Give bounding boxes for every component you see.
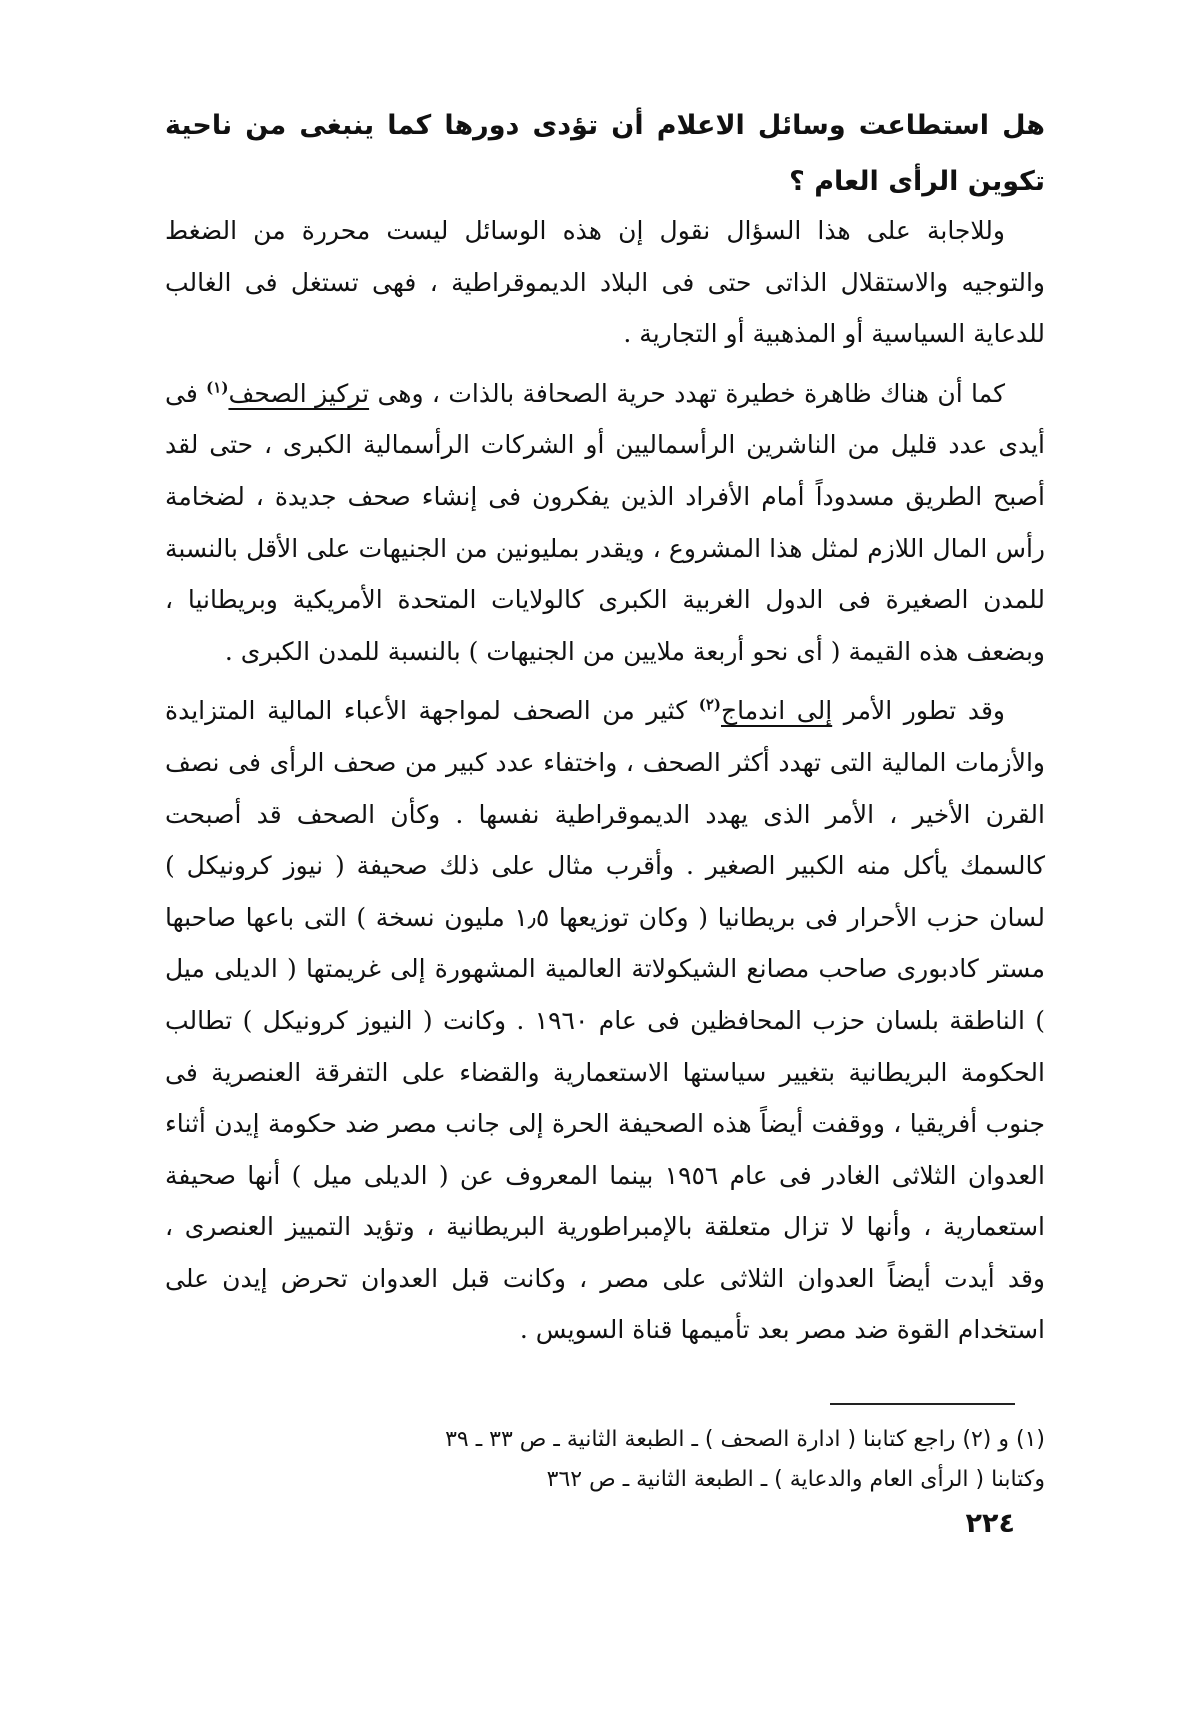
footnote-line-1: (١) و (٢) راجع كتابنا ( ادارة الصحف ) ـ الطبعة الثانية ـ ص ٣٣ ـ ٣٩ (445, 1427, 1045, 1452)
footnote-marker-2: (٢) (698, 696, 721, 715)
body-text (165, 205, 1045, 1356)
footnotes (165, 1420, 1045, 1500)
paragraph-3-start: وقد تطور الأمر (843, 696, 1005, 726)
paragraph-3 (165, 685, 1045, 1356)
section-heading: هل استطاعت وسائل الاعلام أن تؤدى دورها كما ينبغى من ناحية تكوين الرأى العام ؟ (165, 110, 1045, 197)
underlined-term-merger: إلى اندماج (721, 696, 833, 726)
paragraph-2-rest: فى أيدى عدد قليل من الناشرين الرأسماليين أو الشركات الرأسمالية الكبرى ، حتى لقد أصبح الطريق مسدوداً أمام الأفراد الذين يفكرون فى إنشاء صحف جديدة ، لضخامة رأس المال اللازم لمثل هذا المشروع ، ويقدر بمليونين من الجنيهات على الأقل بالنسبة للمدن الصغيرة فى الدول الغربية الكبرى كالولايات المتحدة الأمريكية وبريطانيا ، وبضعف هذه القيمة ( أى نحو أربعة ملايين من الجنيهات ) بالنسبة للمدن الكبرى . (165, 378, 1045, 666)
paragraph-1: وللاجابة على هذا السؤال نقول إن هذه الوسائل ليست محررة من الضغط والتوجيه والاستقلال الذاتى حتى فى البلاد الديموقراطية ، فهى تستغل فى الغالب للدعاية السياسية أو المذهبية أو التجارية . (165, 216, 1045, 349)
page-number: ٢٢٤ (965, 1508, 1015, 1539)
paragraph-2 (165, 368, 1045, 678)
paragraph-3-rest: كثير من الصحف لمواجهة الأعباء المالية المتزايدة والأزمات المالية التى تهدد أكثر الصحف ، واختفاء عدد كبير من صحف الرأى فى نصف القرن الأخير ، الأمر الذى يهدد الديموقراطية نفسها . وكأن الصحف قد أصبحت كالسمك يأكل منه الكبير الصغير . وأقرب مثال على ذلك صحيفة ( نيوز كرونيكل ) لسان حزب الأحرار فى بريطانيا ( وكان توزيعها ١٫٥ مليون نسخة ) التى باعها صاحبها مستر كادبورى صاحب مصانع الشيكولاتة العالمية المشهورة إلى غريمتها ( الديلى ميل ) الناطقة بلسان حزب المحافظين فى عام ١٩٦٠ . وكانت ( النيوز كرونيكل ) تطالب الحكومة البريطانية بتغيير سياستها الاستعمارية والقضاء على التفرقة العنصرية فى جنوب أفريقيا ، ووقفت أيضاً هذه الصحيفة الحرة إلى جانب مصر ضد حكومة إيدن أثناء العدوان الثلاثى الغادر فى عام ١٩٥٦ بينما المعروف عن ( الديلى ميل ) أنها صحيفة استعمارية ، وأنها لا تزال متعلقة بالإمبراطورية البريطانية ، وتؤيد التمييز العنصرى ، وقد أيدت أيضاً العدوان الثلاثى على مصر ، وكانت قبل العدوان تحرض إيدن على استخدام القوة ضد مصر بعد تأميمها قناة السويس . (165, 696, 1045, 1345)
underlined-term-press-concentration: تركيز الصحف (228, 378, 370, 408)
footnote-marker-1: (١) (206, 378, 229, 397)
paragraph-2-start: كما أن هناك ظاهرة خطيرة تهدد حرية الصحافة بالذات ، وهى (377, 378, 1005, 408)
footnote-divider (830, 1403, 1015, 1405)
footnote-line-2: وكتابنا ( الرأى العام والدعاية ) ـ الطبعة الثانية ـ ص ٣٦٢ (546, 1467, 1045, 1492)
